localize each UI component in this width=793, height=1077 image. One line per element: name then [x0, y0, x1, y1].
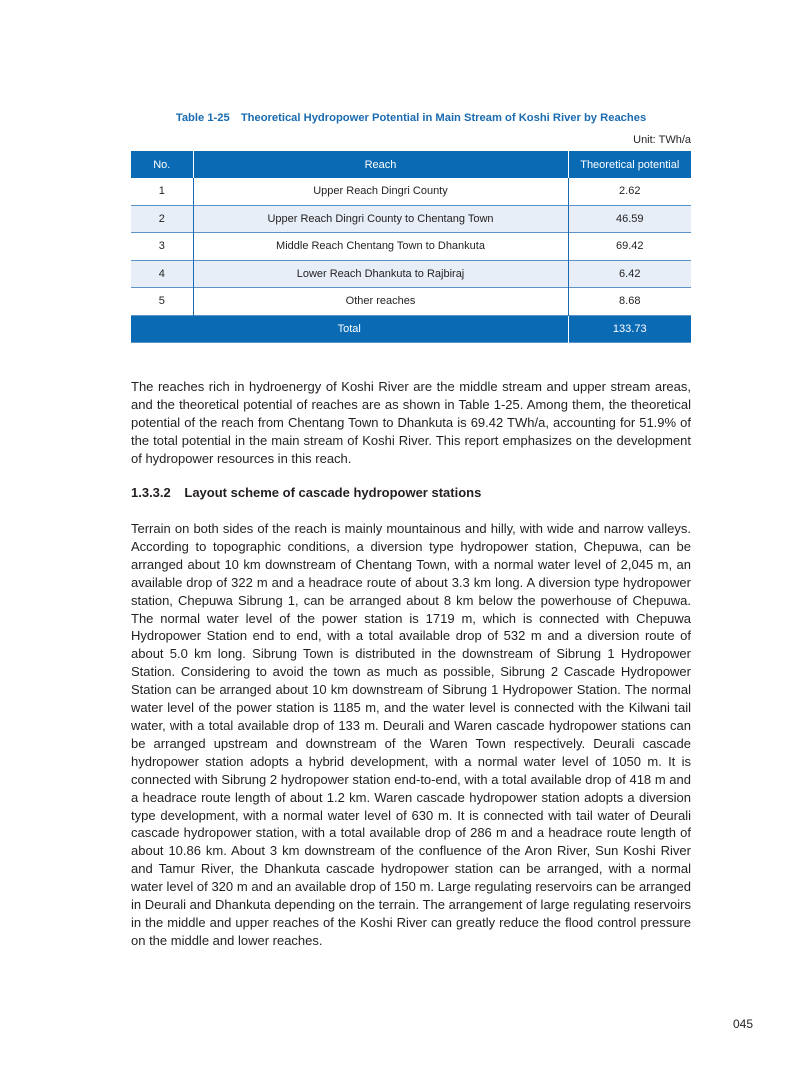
cell-potential: 46.59	[568, 205, 691, 233]
header-potential: Theoretical potential	[568, 151, 691, 178]
section-title: Layout scheme of cascade hydropower stations	[184, 485, 482, 500]
section-number: 1.3.3.2	[131, 485, 171, 500]
layout-paragraph: Terrain on both sides of the reach is mainly mountainous and hilly, with wide and narrow valleys. According to topographic conditions, a diversion type hydropower station, Chepuwa, can be arranged about 10 km downstream of Chentang Town, with a normal water level of 2,045 m, an available drop of 322 m and a headrace route of about 3.3 km long. A diversion type hydropower station, Chepuwa Sibrung 1, can be arranged about 8 km below the powerhouse of Chepuwa. The normal water level of the power station is 1719 m, which is connected with Chepuwa Hydropower Station end to end, with a total available drop of 532 m and a diversion route of about 5.0 km long. Sibrung Town is distributed in the downstream of Sibrung 1 Hydropower Station. Considering to avoid the town as much as possible, Sibrung 2 Cascade Hydropower Station can be arranged about 10 km downstream of Sibrung 1 Hydropower Station. The normal water level of the power station is 1185 m, and the water level is connected with the Kilwani tail water, with a total available drop of 133 m. Deurali and Waren cascade hydropower stations can be arranged upstream and downstream of the Waren Town respectively. Deurali cascade hydropower station adopts a hybrid development, with a normal water level of 1050 m. It is connected with Sibrung 2 hydropower station end-to-end, with a total available drop of 418 m and a headrace route length of about 1.2 km. Waren cascade hydropower station adopts a diversion type development, with a normal water level of 630 m. It is connected with tail water of Deurali cascade hydropower station, with a total available drop of 286 m and a headrace route length of about 10.86 km. About 3 km downstream of the confluence of the Aron River, Sun Koshi River and Tamur River, the Dhankuta cascade hydropower station can be arranged, with a normal water level of 320 m and an available drop of 150 m. Large regulating reservoirs can be arranged in Deurali and Dhankuta depending on the terrain. The arrangement of large regulating reservoirs in the middle and upper reaches of the Koshi River can greatly reduce the flood control pressure on the middle and lower reaches.	[131, 521, 691, 948]
cell-reach: Middle Reach Chentang Town to Dhankuta	[193, 233, 568, 261]
cell-potential: 8.68	[568, 288, 691, 316]
header-no: No.	[131, 151, 193, 178]
table-row	[131, 260, 691, 288]
table-row	[131, 178, 691, 205]
cell-reach: Lower Reach Dhankuta to Rajbiraj	[193, 260, 568, 288]
hydropower-potential-table	[131, 151, 691, 343]
section-heading	[131, 485, 481, 500]
table-row	[131, 233, 691, 261]
table-number: Table 1-25	[175, 112, 230, 124]
cell-no: 1	[158, 185, 165, 198]
table-row	[131, 205, 691, 233]
table-title: Theoretical Hydropower Potential in Main Stream of Koshi River by Reaches	[240, 112, 647, 124]
table-total-row	[131, 315, 691, 343]
cell-reach: Upper Reach Dingri County	[193, 178, 568, 205]
total-label: Total	[131, 315, 568, 343]
cell-no: 5	[158, 295, 165, 308]
header-reach: Reach	[193, 151, 568, 178]
total-potential: 133.73	[568, 315, 691, 343]
table-row	[131, 288, 691, 316]
table-unit: Unit: TWh/a	[633, 134, 691, 146]
table-caption	[131, 112, 691, 124]
page-number: 045	[733, 1017, 754, 1031]
cell-no: 2	[158, 212, 165, 225]
cell-no: 3	[158, 240, 165, 253]
table-header-row	[131, 151, 691, 178]
cell-potential: 2.62	[568, 178, 691, 205]
cell-no: 4	[158, 267, 165, 280]
cell-potential: 69.42	[568, 233, 691, 261]
cell-potential: 6.42	[568, 260, 691, 288]
cell-reach: Other reaches	[193, 288, 568, 316]
cell-reach: Upper Reach Dingri County to Chentang Town	[193, 205, 568, 233]
intro-paragraph: The reaches rich in hydroenergy of Koshi River are the middle stream and upper stream areas, and the theoretical potential of reaches are as shown in Table 1-25. Among them, the theoretical potential of the reach from Chentang Town to Dhankuta is 69.42 TWh/a, accounting for 51.9% of the total potential in the main stream of Koshi River. This report emphasizes on the development of hydropower resources in this reach.	[131, 379, 691, 466]
